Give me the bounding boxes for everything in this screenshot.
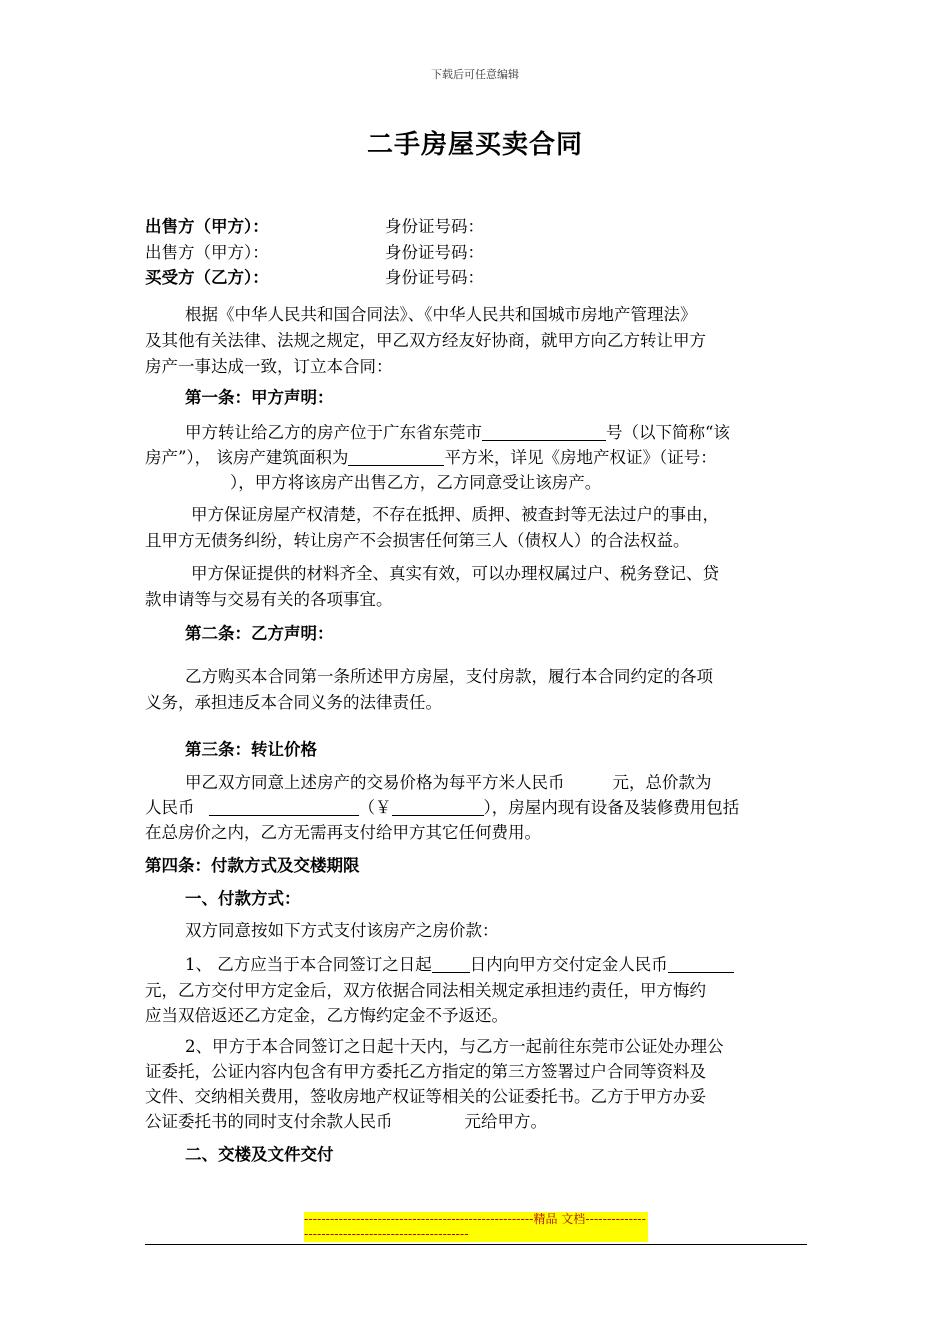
deposit-blank [668,954,734,973]
article-1-line [145,420,810,446]
article-4-line: 元，乙方交付甲方定金后，双方依据合同法相关规定承担违约责任，甲方悔约 [145,981,706,1000]
document-title: 二手房屋买卖合同 [366,130,583,160]
text: 人民币 [145,798,195,817]
id-label: 身份证号码： [385,243,484,262]
article-2-line: 义务，承担违反本合同义务的法律责任。 [145,693,442,712]
text: 甲乙双方同意上述房产的交易价格为每平方米人民币 [185,773,565,792]
id-label: 身份证号码： [385,217,484,236]
article-4-heading: 第四条：付款方式及交楼期限 [145,856,360,875]
party-seller-2 [145,240,810,266]
text: 元给甲方。 [464,1112,547,1131]
text: 号（以下简称“该 [606,423,730,442]
article-4-subheading: 二、交楼及文件交付 [185,1145,334,1164]
party-label: 出售方（甲方）： [145,217,269,236]
article-3-line [145,795,810,821]
article-1-line: 甲方保证房屋产权清楚，不存在抵押、质押、被查封等无法过户的事由， [191,505,719,524]
text: 房产”）， 该房产建筑面积为 [145,448,349,467]
article-2-heading: 第二条：乙方声明： [185,624,334,643]
party-label: 买受方（乙方）： [145,268,269,287]
article-4-line [145,952,810,978]
text: 甲方转让给乙方的房产位于广东省东莞市 [185,423,482,442]
article-4-subheading: 一、付款方式： [185,889,301,908]
article-1-line: 款申请等与交易有关的各项事宜。 [145,590,393,609]
article-2-line: 乙方购买本合同第一条所述甲方房屋，支付房款，履行本合同约定的各项 [185,667,713,686]
article-1-heading: 第一条：甲方声明： [185,388,334,407]
intro-line: 房产一事达成一致，订立本合同： [145,357,393,376]
article-1-line [145,445,810,471]
total-price-figure-blank [392,797,484,816]
area-blank [348,447,444,466]
text: （￥ [358,798,392,817]
article-4-line: 双方同意按如下方式支付该房产之房价款： [185,921,499,940]
article-3-line [145,770,810,796]
intro-line: 根据《中华人民共和国合同法》、《中华人民共和国城市房地产管理法》 [185,305,697,324]
intro-line: 及其他有关法律、法规之规定，甲乙双方经友好协商，就甲方向乙方转让甲方 [145,331,706,350]
article-4-line: 文件、交纳相关费用，签收房地产权证等相关的公证委托书。乙方于甲方办妥 [145,1087,706,1106]
text: 1、 乙方应当于本合同签订之日起 [185,955,432,974]
party-buyer [145,265,810,291]
footer-divider [145,1244,807,1245]
article-4-line [145,1109,810,1135]
header-note: 下载后可任意编辑 [431,68,519,81]
article-4-line: 证委托，公证内容内包含有甲方委托乙方指定的第三方签署过户合同等资料及 [145,1062,706,1081]
total-price-blank [209,797,359,816]
article-3-heading: 第三条：转让价格 [185,740,317,759]
party-label: 出售方（甲方）： [145,243,269,262]
text: 日内向甲方交付定金人民币 [469,955,668,974]
party-seller-1 [145,214,810,240]
article-4-line: 应当双倍返还乙方定金，乙方悔约定金不予返还。 [145,1006,508,1025]
days-blank [432,954,470,973]
text: 公证委托书的同时支付余款人民币 [145,1112,393,1131]
article-4-line: 2、甲方于本合同签订之日起十天内，与乙方一起前往东莞市公证处办理公 [185,1037,724,1056]
text: 元，总价款为 [612,773,712,792]
article-1-line: ），甲方将该房产出售乙方，乙方同意受让该房产。 [230,473,602,492]
footer-watermark: -----------------------------------------------------精品 文档---------------------------------------------------- [304,1212,648,1242]
article-1-line: 且甲方无债务纠纷，转让房产不会损害任何第三人（债权人）的合法权益。 [145,531,690,550]
text: 平方米，详见《房地产权证》（证号： [444,448,717,467]
article-1-line: 甲方保证提供的材料齐全、真实有效，可以办理权属过户、税务登记、贷 [191,564,719,583]
id-label: 身份证号码： [385,268,484,287]
article-3-line: 在总房价之内，乙方无需再支付给甲方其它任何费用。 [145,823,541,842]
text: ），房屋内现有设备及装修费用包括 [483,798,740,817]
address-blank [482,422,606,441]
